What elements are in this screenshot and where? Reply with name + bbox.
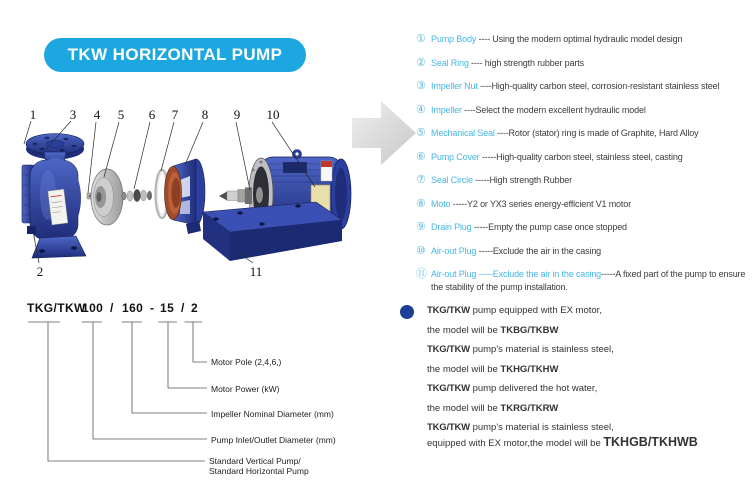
part-term: Moto: [431, 198, 451, 209]
part-term: Seal Ring: [431, 57, 469, 68]
part-desc: ----Rotor (stator) ring is made of Graphite, Hard Alloy: [494, 128, 699, 138]
model-code-connector-lines: [25, 318, 215, 470]
part-desc: ----Select the modern excellent hydraulic model: [461, 104, 646, 115]
model-code-diameter: 160: [122, 301, 144, 315]
parts-list-item: [416, 268, 754, 293]
callout-10: 10: [266, 107, 280, 122]
label-impeller-diameter: Impeller Nominal Diameter (mm): [211, 409, 334, 419]
callout-6: 6: [148, 107, 156, 122]
model-code-sep1: /: [110, 301, 114, 315]
label-inlet-outlet: Pump Inlet/Outlet Diameter (mm): [211, 435, 336, 445]
model-code-series: TKG/TKW: [27, 301, 86, 315]
part-desc: ---- Using the modern optimal hydraulic model design: [476, 34, 683, 44]
part-desc: -----A fixed part of the pump to ensure the stability of the pump installation.: [431, 269, 746, 292]
parts-list-item: [416, 198, 754, 211]
label-motor-power: Motor Power (kW): [211, 384, 280, 394]
part-term: Seal Circle: [431, 175, 473, 185]
note-line: TKG/TKW pump's material is stainless steel,: [427, 422, 614, 433]
part-desc: ---- high strength rubber parts: [468, 57, 584, 68]
callout-2: 2: [36, 264, 44, 279]
pump-exploded-diagram: [8, 95, 420, 295]
callout-5: 5: [117, 107, 125, 122]
model-code-inlet: 100: [82, 301, 104, 315]
mechanical-seal-part: [122, 189, 152, 201]
parts-list-item: [416, 221, 754, 234]
item-number: ⑨: [416, 221, 426, 233]
part-term: Air-out Plug -----Exclude the air in the casing: [431, 269, 602, 279]
callout-11: 11: [249, 264, 263, 279]
parts-list-item: [416, 174, 754, 187]
part-term: Impeller: [431, 104, 462, 115]
parts-list: [416, 33, 754, 304]
parts-list-item: [416, 245, 754, 258]
item-number: ⑪: [416, 268, 427, 280]
item-number: ⑧: [416, 197, 426, 210]
note-line: equipped with EX motor,the model will be TKHGB/TKHWB: [427, 434, 698, 449]
model-code-pole: 2: [191, 301, 199, 315]
item-number: ⑥: [416, 150, 426, 163]
motor-shaft-part: [219, 188, 252, 205]
pump-cover-part: [165, 159, 206, 234]
parts-list-item: [416, 57, 754, 70]
parts-list-item: [416, 33, 754, 46]
parts-list-item: [416, 80, 754, 93]
note-line: TKG/TKW pump delivered the hot water,: [427, 383, 598, 394]
callout-3: 3: [69, 107, 77, 122]
callout-7: 7: [171, 107, 179, 122]
part-desc: -----Y2 or YX3 series energy-efficient V1 motor: [450, 198, 631, 209]
note-line: the model will be TKHG/TKHW: [427, 363, 559, 375]
part-term: Drain Plug: [431, 222, 472, 232]
part-desc: -----High-quality carbon steel, stainless steel, casting: [479, 151, 683, 162]
note-line: TKG/TKW pump's material is stainless steel,: [427, 344, 614, 355]
label-standard-horizontal: Standard Horizontal Pump: [209, 466, 309, 476]
item-number: ③: [416, 80, 426, 92]
callout-9: 9: [233, 107, 241, 122]
callout-1: 1: [29, 107, 37, 122]
note-line: the model will be TKBG/TKBW: [427, 324, 559, 336]
pump-body-part: [22, 134, 86, 259]
item-number: ④: [416, 103, 426, 116]
item-number: ⑤: [416, 127, 426, 139]
base-plate-part: [203, 202, 342, 261]
label-standard-vertical: Standard Vertical Pump/: [209, 456, 301, 466]
part-term: Pump Body: [431, 34, 477, 44]
page-title: TKW HORIZONTAL PUMP: [44, 38, 306, 72]
impeller-part: [91, 169, 123, 225]
label-motor-pole: Motor Pole (2,4,6,): [211, 357, 282, 367]
parts-list-item: [416, 127, 754, 140]
part-desc: -----Empty the pump case once stopped: [471, 222, 627, 232]
item-number: ②: [416, 56, 426, 69]
model-code-power: 15: [160, 301, 175, 315]
part-desc: -----High strength Rubber: [472, 175, 573, 185]
parts-list-item: [416, 151, 754, 164]
part-desc: ----High-quality carbon steel, corrosion-resistant stainless steel: [477, 81, 720, 91]
part-term: Pump Cover: [431, 151, 480, 162]
arrow-right-icon: [352, 101, 416, 165]
bullet-icon: [400, 305, 414, 319]
model-code-sep2: -: [150, 301, 155, 315]
item-number: ⑩: [416, 244, 426, 257]
part-desc: -----Exclude the air in the casing: [476, 245, 602, 256]
item-number: ⑦: [416, 174, 426, 186]
model-code-sep3: /: [181, 301, 185, 315]
note-line: TKG/TKW pump equipped with EX motor,: [427, 305, 602, 316]
part-term: Impeller Nut: [431, 81, 478, 91]
callout-4: 4: [93, 107, 101, 122]
callout-8: 8: [201, 107, 209, 122]
parts-list-item: [416, 104, 754, 117]
note-line: the model will be TKRG/TKRW: [427, 402, 559, 414]
part-term: Mechanical Seal: [431, 128, 495, 138]
part-term: Air-out Plug: [431, 245, 477, 256]
item-number: ①: [416, 33, 426, 45]
variant-notes: [427, 306, 752, 458]
